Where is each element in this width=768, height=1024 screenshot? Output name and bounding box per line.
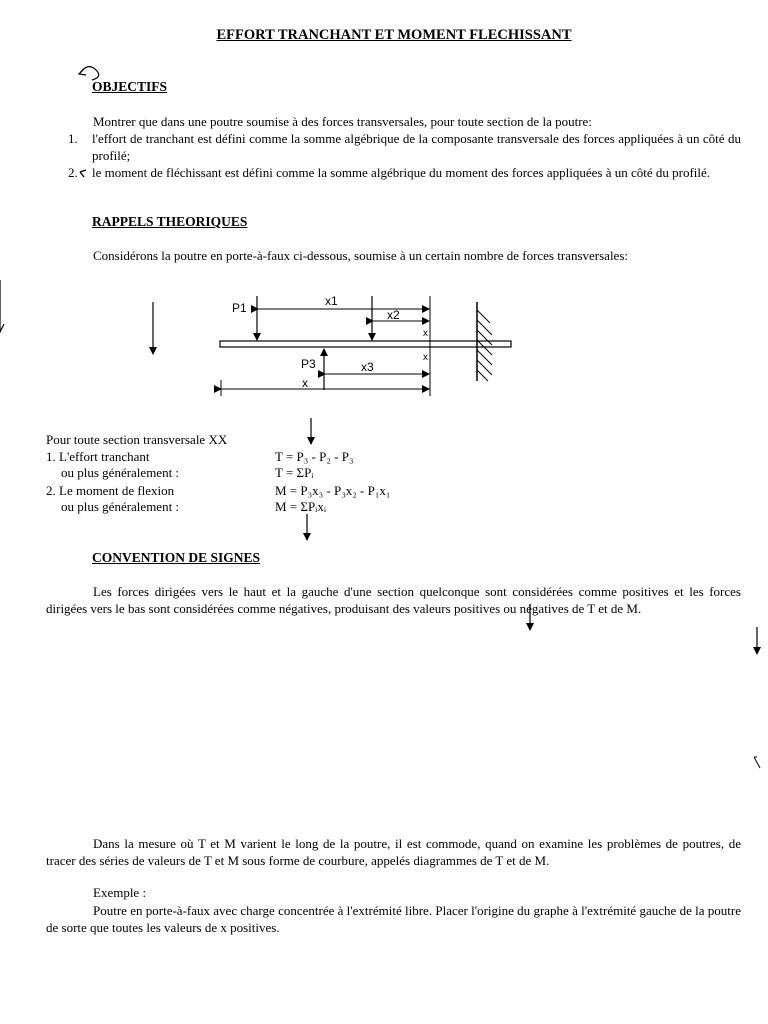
item-number: 2. [68, 165, 78, 180]
exemple-text: Poutre en porte-à-faux avec charge concentrée à l'extrémité libre. Placer l'origine du graphe à l'extrémité gauche de la poutre de sorte que toutes les valeurs de x positives. [46, 903, 741, 935]
label-x: x [302, 376, 308, 390]
formula-2: T = ΣPᵢ [275, 465, 314, 480]
item-text: l'effort de tranchant est défini comme la somme algébrique de la composante transversale des forces appliquées à un côté du profilé; [92, 131, 741, 163]
heading-convention: CONVENTION DE SIGNES [92, 550, 261, 565]
formula-3: M = P₃x₃ - P₃x₂ - P₁x₁ [275, 483, 391, 498]
edge-mark [754, 757, 760, 768]
beam [220, 341, 511, 347]
formulas-intro: Pour toute section transversale XX [46, 432, 228, 447]
diagrammes-text: Dans la mesure où T et M varient le long de la poutre, il est commode, quand on examine les problèmes de poutres, de tracer des séries de valeurs de T et M sous forme de courbure, appelés diagrammes de T et de M. [46, 836, 741, 868]
exemple-label: Exemple : [93, 885, 147, 900]
curved-arrow-icon [80, 67, 99, 80]
formula-label-1: 1. L'effort tranchant [46, 449, 150, 464]
label-x3: x3 [361, 360, 374, 374]
heading-objectifs: OBJECTIFS [92, 79, 168, 94]
label-p3: P3 [301, 357, 316, 371]
label-x1: x1 [325, 294, 338, 308]
item-number: 1. [68, 131, 78, 146]
label-x2: x2 [387, 308, 400, 322]
label-section-x: x [423, 328, 428, 339]
arrowhead-icon [80, 170, 86, 177]
objectifs-intro: Montrer que dans une poutre soumise à des forces transversales, pour toute section de la poutre: [93, 114, 592, 129]
rappels-intro: Considérons la poutre en porte-à-faux ci-dessous, soumise à un certain nombre de forces transversales: [93, 248, 628, 263]
item-text: le moment de fléchissant est défini comme la somme algébrique du moment des forces appliquées à un côté du profilé. [92, 165, 711, 180]
page-title: EFFORT TRANCHANT ET MOMENT FLECHISSANT [216, 27, 572, 43]
label-section-x: x [423, 352, 428, 363]
formula-label-2: ou plus généralement : [61, 465, 180, 480]
formula-4: M = ΣPᵢxᵢ [275, 499, 326, 514]
heading-rappels: RAPPELS THEORIQUES [92, 214, 248, 229]
convention-text: Les forces dirigées vers le haut et la gauche d'une section quelconque sont considérées comme positives et les forces dirigées vers le bas sont considérées comme négatives, produisant des valeurs positives ou négatives de T et de M. [46, 584, 741, 616]
formula-1: T = P₃ - P₂ - P₃ [275, 449, 354, 464]
label-p1: P1 [232, 301, 247, 315]
formula-label-4: ou plus généralement : [61, 499, 180, 514]
formula-label-3: 2. Le moment de flexion [46, 483, 175, 498]
